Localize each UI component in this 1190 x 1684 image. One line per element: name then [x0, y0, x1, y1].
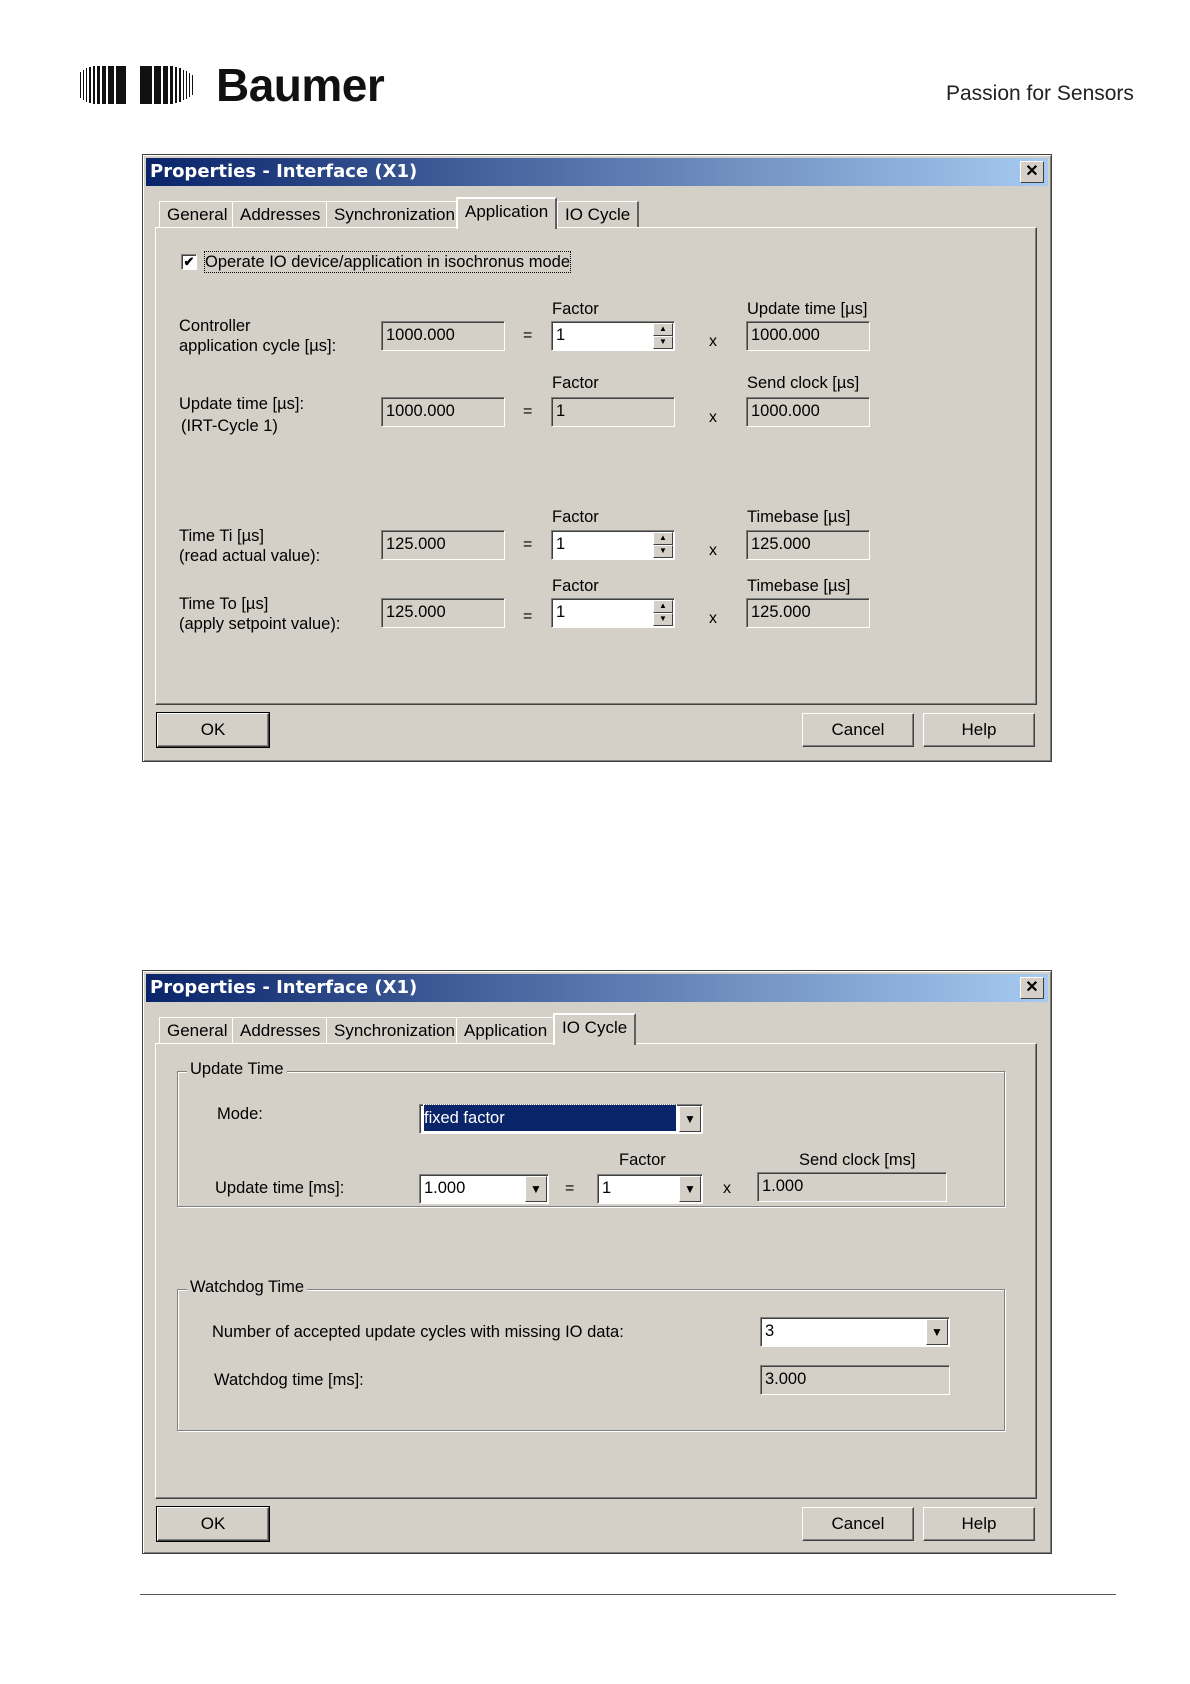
- footer-divider: [140, 1594, 1116, 1595]
- irt-update-time-field: 1000.000: [381, 397, 505, 427]
- irt-update-time-label-1: Update time [µs]:: [179, 395, 305, 413]
- spin-up-icon[interactable]: ▲: [653, 323, 673, 336]
- close-icon: ✕: [1025, 979, 1039, 996]
- factor-field: 1: [551, 397, 675, 427]
- watchdog-time-label: Watchdog time [ms]:: [214, 1371, 364, 1389]
- spin-up-icon[interactable]: ▲: [653, 600, 673, 613]
- equals-sign: =: [565, 1180, 575, 1197]
- times-sign: x: [709, 542, 717, 559]
- times-sign: x: [709, 610, 717, 627]
- watchdog-time-group-title: Watchdog Time: [187, 1278, 307, 1297]
- tab-synchronization[interactable]: Synchronization: [326, 201, 464, 228]
- factor-value: 1: [556, 326, 566, 344]
- close-icon: ✕: [1025, 163, 1039, 180]
- factor-label: Factor: [552, 508, 599, 526]
- controller-cycle-label-1: Controller: [179, 317, 251, 335]
- spin-down-icon[interactable]: ▼: [653, 336, 673, 349]
- time-ti-label-2: (read actual value):: [179, 547, 321, 565]
- factor-value: 1: [556, 603, 566, 621]
- accepted-cycles-select[interactable]: [760, 1317, 950, 1347]
- factor-label: Factor: [552, 577, 599, 595]
- factor-select[interactable]: [597, 1174, 703, 1204]
- cancel-button[interactable]: Cancel: [802, 1507, 914, 1541]
- tagline: Passion for Sensors: [946, 82, 1134, 105]
- timebase-label: Timebase [µs]: [747, 577, 851, 595]
- equals-sign: =: [523, 536, 533, 553]
- update-time-value: 1.000: [424, 1179, 466, 1197]
- irt-update-time-label-2: (IRT-Cycle 1): [181, 417, 278, 435]
- accepted-cycles-label: Number of accepted update cycles with missing IO data:: [212, 1323, 624, 1341]
- brand-name: Baumer: [216, 59, 385, 111]
- times-sign: x: [709, 333, 717, 350]
- equals-sign: =: [523, 403, 533, 420]
- timebase-field: 125.000: [746, 530, 870, 560]
- dialog-titlebar: [146, 158, 1048, 186]
- update-time-select[interactable]: [419, 1174, 549, 1204]
- properties-dialog-io-cycle: [142, 970, 1052, 1554]
- mode-select-value: fixed factor: [424, 1105, 676, 1131]
- update-time-group-title: Update Time: [187, 1060, 287, 1079]
- send-clock-field: 1.000: [757, 1172, 947, 1202]
- timebase-label: Timebase [µs]: [747, 508, 851, 526]
- factor-label: Factor: [552, 300, 599, 318]
- send-clock-label: Send clock [ms]: [799, 1151, 916, 1169]
- ok-button[interactable]: OK: [157, 1507, 269, 1541]
- isochronous-checkbox[interactable]: ✔: [181, 254, 197, 270]
- spin-down-icon[interactable]: ▼: [653, 545, 673, 558]
- update-time-label: Update time [µs]: [747, 300, 868, 318]
- isochronous-checkbox-label[interactable]: Operate IO device/application in isochronus mode: [205, 253, 571, 271]
- dialog-titlebar: [146, 974, 1048, 1002]
- tab-general[interactable]: General: [159, 1017, 236, 1044]
- tab-io-cycle[interactable]: IO Cycle: [557, 201, 639, 228]
- factor-value: 1: [602, 1179, 612, 1197]
- chevron-down-icon[interactable]: ▼: [679, 1106, 701, 1132]
- time-to-label-1: Time To [µs]: [179, 595, 269, 613]
- times-sign: x: [709, 409, 717, 426]
- close-button[interactable]: [1020, 161, 1044, 183]
- dialog-title: Properties - Interface (X1): [150, 161, 418, 182]
- factor-value: 1: [556, 535, 566, 553]
- spinner-buttons[interactable]: [653, 532, 673, 558]
- tab-general[interactable]: General: [159, 201, 236, 228]
- tab-addresses[interactable]: Addresses: [232, 201, 329, 228]
- accepted-cycles-value: 3: [765, 1322, 775, 1340]
- timebase-field: 125.000: [746, 598, 870, 628]
- tab-synchronization[interactable]: Synchronization: [326, 1017, 464, 1044]
- times-sign: x: [723, 1180, 731, 1197]
- help-button[interactable]: Help: [923, 1507, 1035, 1541]
- spinner-buttons[interactable]: [653, 323, 673, 349]
- factor-spinner[interactable]: [551, 598, 675, 628]
- dialog-title: Properties - Interface (X1): [150, 977, 418, 998]
- chevron-down-icon[interactable]: ▼: [926, 1319, 948, 1345]
- equals-sign: =: [523, 327, 533, 344]
- mode-select[interactable]: [419, 1104, 703, 1134]
- factor-label: Factor: [619, 1151, 666, 1169]
- time-to-label-2: (apply setpoint value):: [179, 615, 341, 633]
- controller-cycle-field: 1000.000: [381, 321, 505, 351]
- chevron-down-icon[interactable]: ▼: [525, 1176, 547, 1202]
- time-to-field: 125.000: [381, 598, 505, 628]
- baumer-logo-icon: [80, 66, 198, 104]
- time-ti-label-1: Time Ti [µs]: [179, 527, 264, 545]
- controller-cycle-label-2: application cycle [µs]:: [179, 337, 337, 355]
- update-time-label: Update time [ms]:: [215, 1179, 345, 1197]
- factor-spinner[interactable]: [551, 530, 675, 560]
- help-button[interactable]: Help: [923, 713, 1035, 747]
- chevron-down-icon[interactable]: ▼: [679, 1176, 701, 1202]
- properties-dialog-application: [142, 154, 1052, 762]
- tab-application[interactable]: Application: [456, 1017, 556, 1044]
- spin-down-icon[interactable]: ▼: [653, 613, 673, 626]
- ok-button[interactable]: OK: [157, 713, 269, 747]
- factor-label: Factor: [552, 374, 599, 392]
- tab-application[interactable]: Application: [456, 197, 557, 229]
- time-ti-field: 125.000: [381, 530, 505, 560]
- spinner-buttons[interactable]: [653, 600, 673, 626]
- tab-addresses[interactable]: Addresses: [232, 1017, 329, 1044]
- send-clock-field: 1000.000: [746, 397, 870, 427]
- watchdog-time-group: [177, 1289, 1005, 1431]
- close-button[interactable]: [1020, 977, 1044, 999]
- watchdog-time-field: 3.000: [760, 1365, 950, 1395]
- send-clock-label: Send clock [µs]: [747, 374, 860, 392]
- equals-sign: =: [523, 608, 533, 625]
- tab-io-cycle[interactable]: IO Cycle: [553, 1013, 636, 1045]
- mode-label: Mode:: [217, 1105, 263, 1123]
- cancel-button[interactable]: Cancel: [802, 713, 914, 747]
- spin-up-icon[interactable]: ▲: [653, 532, 673, 545]
- factor-spinner[interactable]: [551, 321, 675, 351]
- update-time-field: 1000.000: [746, 321, 870, 351]
